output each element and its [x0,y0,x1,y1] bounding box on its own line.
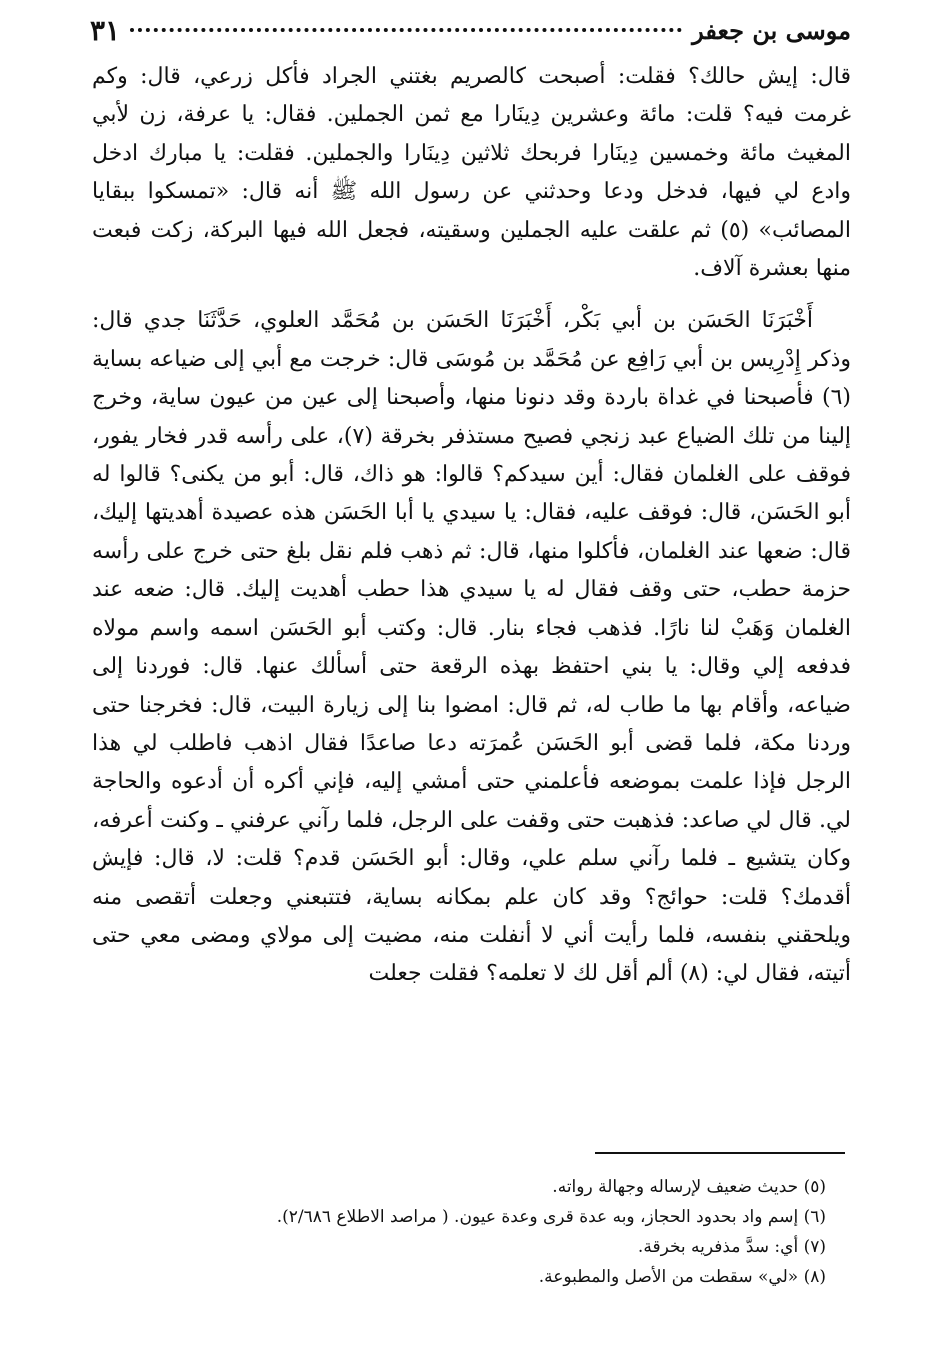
footnote: (٨) «لي» سقطت من الأصل والمطبوعة. [538,1267,826,1287]
leader-dots [130,28,682,32]
main-text [92,58,851,994]
footnote: (٥) حديث ضعيف لإرساله وجهالة رواته. [552,1177,826,1197]
footnote: (٧) أي: سدَّ مذفريه بخرقة. [637,1237,826,1257]
running-header [90,10,851,50]
paragraph: قال: إيش حالك؟ فقلت: أصبحت كالصريم بغتني الجراد فأكل زرعي، قال: وكم غرمت فيه؟ قلت: مائة وعشرين دِينَارا مع ثمن الجملين. فقال: يا عرفة، زن لأبي المغيث مائة وخمسين دِينَارا فربحك ثلاثين دِينَارا والجملين. فقلت: يا مبارك ادخل وادع لي فيها، فدخل ودعا وحدثني عن رسول الله ﷺ أنه قال: «تمسكوا ببقايا المصائب» (٥) ثم علقت عليه الجملين وسقيته، فجعل الله فيها البركة، زكت فبعت منها بعشرة آلاف. [92,64,851,282]
paragraph: أَخْبَرَنَا الحَسَن بن أبي بَكْر، أَخْبَرَنَا الحَسَن بن مُحَمَّد العلوي، حَدَّثَنَا جدي قال: وذكر إِدْرِيس بن أبي رَافِع عن مُحَمَّد بن مُوسَى قال: خرجت مع أبي إلى ضياعه بساية (٦) فأصبحنا في غداة باردة وقد دنونا منها، وأصبحنا إلى عين من عيون ساية، وخرج إلينا من تلك الضياع عبد زنجي فصيح مستذفر بخرقة (٧)، على رأسه قدر فخار يفور، فوقف على الغلمان فقال: أين سيدكم؟ قالوا: هو ذاك، قال: أبو من يكنى؟ قالوا له أبو الحَسَن، قال: فوقف عليه، فقال: يا سيدي يا أبا الحَسَن هذه عصيدة أهديتها إليك، قال: ضعها عند الغلمان، فأكلوا منها، قال: ثم ذهب فلم نقل بلغ حتى خرج على رأسه حزمة حطب، حتى وقف فقال له يا سيدي هذا حطب أهديت إليك. قال: ضعه عند الغلمان وَهَبْ لنا نارًا. فذهب فجاء بنار. قال: وكتب أبو الحَسَن اسمه واسم مولاه فدفعه إلي وقال: يا بني احتفظ بهذه الرقعة حتى أسألك عنها. قال: فوردنا إلى ضياعه، وأقام بها ما طاب له، ثم قال: امضوا بنا إلى زيارة البيت، قال: فخرجنا حتى وردنا مكة، فلما قضى أبو الحَسَن عُمرَته دعا صاعدًا فقال اذهب فاطلب لي هذا الرجل فإذا علمت بموضعه فأعلمني حتى أمشي إليه، فإني أكره أن أدعوه والحاجة لي. قال لي صاعد: فذهبت حتى وقفت على الرجل، فلما رآني عرفني ـ وكنت أعرفه، وكان يتشيع ـ فلما رآني سلم علي، وقال: أبو الحَسَن قدم؟ قلت: لا، قال: فإيش أقدمك؟ قلت: حوائج؟ وقد كان علم بمكانه بساية، فتتبعني وجعلت أتقصى منه ويلحقني بنفسه، فلما رأيت أني لا أنفلت منه، مضيت إلى مولاي ومضى معي حتى أتيته، فقال لي: (٨) ألم أقل لك لا تعلمه؟ فقلت جعلت [92,308,852,987]
footnote: (٦) إسم واد بحدود الحجاز، وبه عدة قرى وعدة عيون. ( مراصد الاطلاع ٢/٦٨٦). [276,1207,826,1227]
footnotes [120,1172,826,1292]
chapter-title: موسى بن جعفر [692,15,851,45]
page-number: ٣١ [90,13,121,47]
footnote-separator [595,1152,845,1154]
